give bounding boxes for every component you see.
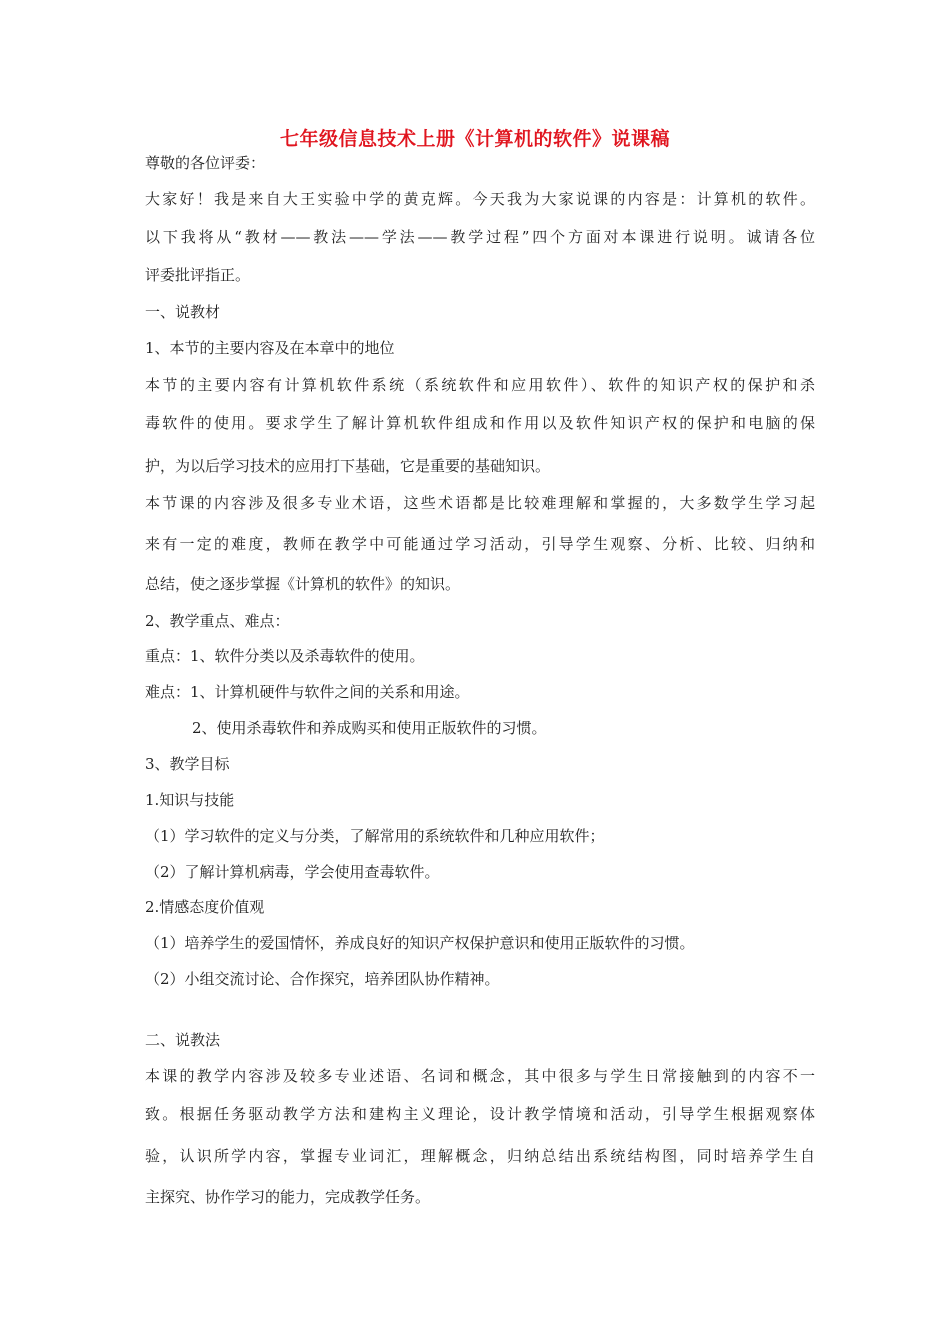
document-title: 七年级信息技术上册《计算机的软件》说课稿 [279,128,670,150]
paragraph-line: 大家好！我是来自大王实验中学的黄克辉。今天我为大家说课的内容是：计算机的软件。 [145,190,815,208]
paragraph-line: 主探究、协作学习的能力，完成教学任务。 [145,1188,431,1206]
subsection-heading: 2.情感态度价值观 [145,898,265,916]
subsection-heading: 1.知识与技能 [145,791,235,809]
paragraph-line: （2）小组交流讨论、合作探究，培养团队协作精神。 [145,970,500,988]
paragraph-line: （1）培养学生的爱国情怀，养成良好的知识产权保护意识和使用正版软件的习惯。 [145,934,695,952]
paragraph-line: 致。根据任务驱动教学方法和建构主义理论，设计教学情境和活动，引导学生根据观察体 [145,1105,815,1123]
paragraph-line: （2）了解计算机病毒，学会使用查毒软件。 [145,863,440,881]
paragraph-line: 验，认识所学内容，掌握专业词汇，理解概念，归纳总结出系统结构图，同时培养学生自 [145,1147,815,1165]
subsection-heading: 3、教学目标 [145,755,230,773]
paragraph-line: 毒软件的使用。要求学生了解计算机软件组成和作用以及软件知识产权的保护和电脑的保 [145,414,815,432]
subsection-heading: 2、教学重点、难点： [145,612,290,630]
paragraph-line: 2、使用杀毒软件和养成购买和使用正版软件的习惯。 [192,719,547,737]
paragraph-line: 总结，使之逐步掌握《计算机的软件》的知识。 [145,575,461,593]
section-heading: 二、说教法 [145,1031,221,1049]
paragraph-line: 以下我将从“教材——教法——学法——教学过程”四个方面对本课进行说明。诚请各位 [145,228,815,246]
paragraph-line: 来有一定的难度，教师在教学中可能通过学习活动，引导学生观察、分析、比较、归纳和 [145,535,815,553]
paragraph-line: 重点：1、软件分类以及杀毒软件的使用。 [145,647,425,665]
subsection-heading: 1、本节的主要内容及在本章中的地位 [145,339,395,357]
paragraph-line: 本课的教学内容涉及较多专业述语、名词和概念，其中很多与学生日常接触到的内容不一 [145,1067,815,1085]
paragraph-line: （1）学习软件的定义与分类，了解常用的系统软件和几种应用软件； [145,827,605,845]
paragraph-line: 难点：1、计算机硬件与软件之间的关系和用途。 [145,683,470,701]
salutation: 尊敬的各位评委： [145,154,266,172]
section-heading: 一、说教材 [145,303,221,321]
paragraph-line: 评委批评指正。 [145,266,251,284]
paragraph-line: 护，为以后学习技术的应用打下基础，它是重要的基础知识。 [145,457,551,475]
paragraph-line: 本节课的内容涉及很多专业术语，这些术语都是比较难理解和掌握的，大多数学生学习起 [145,494,815,512]
paragraph-line: 本节的主要内容有计算机软件系统（系统软件和应用软件）、软件的知识产权的保护和杀 [145,376,815,394]
